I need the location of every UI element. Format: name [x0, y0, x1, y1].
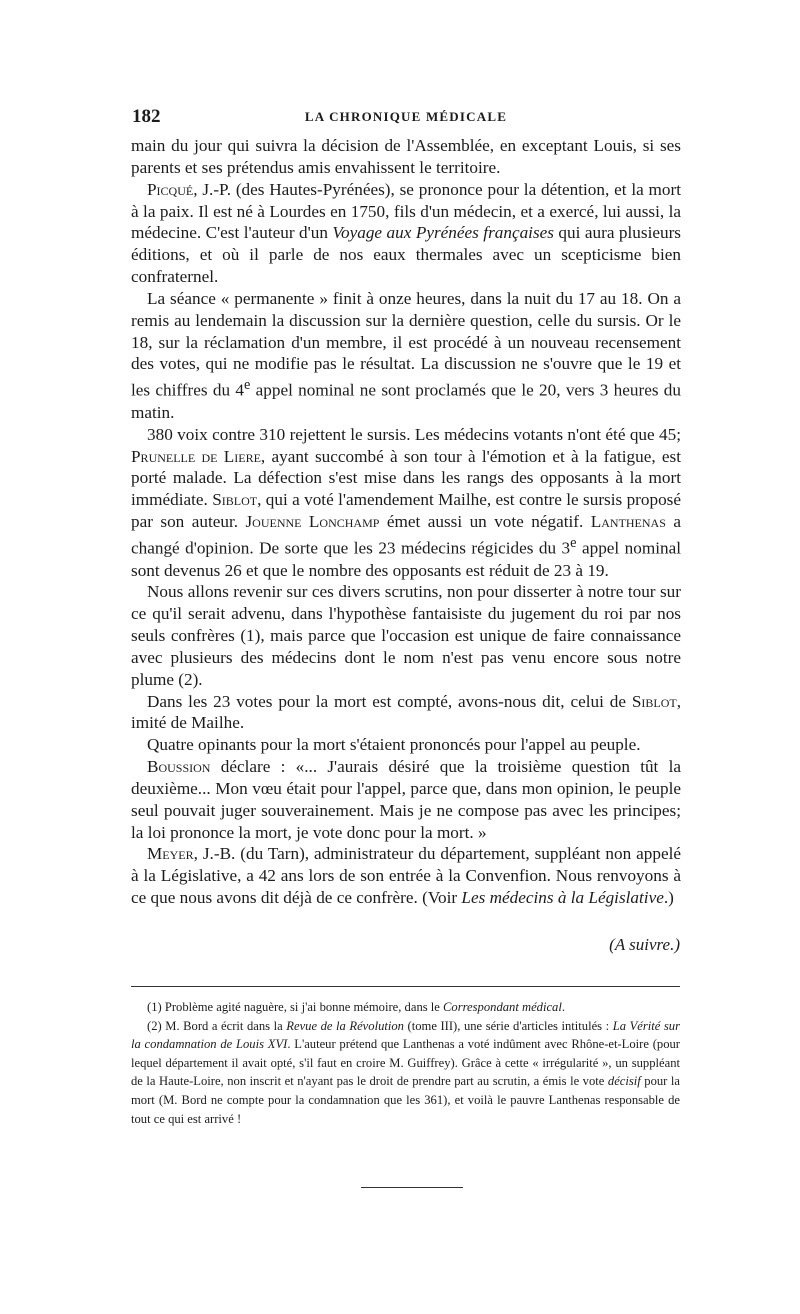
paragraph-text: , ayant succombé à son tour à l'émotion et à la fatigue, est porté malade. La défection s'est mise dans les rangs des opposants à la mort immédiate. — [131, 446, 681, 510]
paragraph-text: Dans les 23 votes pour la mort est compté, avons-nous dit, celui de — [147, 691, 632, 711]
person-name: Prunelle de Liere — [131, 446, 261, 466]
article-title: La Vérité sur la condamnation de Louis XVI — [131, 1018, 681, 1052]
person-name: Lanthenas — [590, 512, 666, 532]
person-name: Jouenne Lonchamp — [245, 512, 380, 532]
page-header — [132, 106, 680, 130]
paragraph-text: 380 voix contre 310 rejettent le sursis. Les médecins votants n'ont été que 45; — [147, 424, 681, 444]
person-name: Meyer — [147, 844, 194, 864]
end-rule — [361, 1187, 463, 1188]
paragraph-text: qui aura plusieurs éditions, et où il parle de nos eaux thermales avec un scepticisme bien confraternel. — [131, 223, 681, 287]
paragraph-3 — [131, 288, 681, 424]
paragraph-8 — [131, 756, 681, 843]
footnote-text: . L'auteur prétend que Lanthenas a voté indûment avec Rhône-et-Loire (pour lequel département il avait opté, s'il faut en croire M. Guiffrey). Grâce à cette « irrégularité », un suppléant de la Haute-Loire, non inscrit et n'ayant pas le droit de prendre part au scrutin, a émis le vote — [131, 1037, 680, 1089]
paragraph-text: a changé d'opinion. De sorte que les 23 médecins régicides du 3 — [131, 512, 681, 558]
paragraph-text: .) — [663, 888, 674, 908]
paragraph-text: , J.-B. (du Tarn), administrateur du département, suppléant non appelé à la Législative, a 42 ans lors de son entrée à la Convenfion. Nous renvoyons à ce que nous avons dit déjà de ce confrère. (Voir — [131, 844, 681, 908]
paragraph-text: , qui a voté l'amendement Mailhe, est contre le sursis proposé par son auteur. — [131, 490, 682, 532]
superscript: e — [243, 377, 251, 394]
footnote-text: (1) Problème agité naguère, si j'ai bonne mémoire, dans le — [147, 1000, 444, 1014]
person-name: Picqué — [147, 179, 194, 199]
paragraph-6 — [131, 691, 681, 735]
footnote-rule — [131, 986, 680, 987]
footnote-text: (2) M. Bord a écrit dans la — [147, 1018, 287, 1033]
person-name: Siblot — [212, 490, 258, 510]
footnote-2 — [131, 1017, 680, 1129]
paragraph-2 — [131, 179, 681, 288]
journal-title: Revue de la Révolution — [286, 1018, 404, 1033]
to-be-continued: (A suivre.) — [609, 935, 680, 954]
journal-title: Correspondant médical — [443, 1000, 562, 1014]
footnote-text: (tome III), une série d'articles intitulés : — [403, 1018, 613, 1033]
superscript: e — [570, 534, 577, 551]
book-title: Les médecins à la Législative — [461, 888, 664, 908]
paragraph-text: , J.-P. (des Hautes-Pyrénées), se prononce pour la détention, et la mort à la paix. Il est né à Lourdes en 1750, fils d'un médecin, et a exercé, lui aussi, la médecine. C'est l'auteur d'un — [131, 179, 681, 243]
paragraph-text: La séance « permanente » finit à onze heures, dans la nuit du 17 au 18. On a remis au lendemain la discussion sur la dernière question, celle du sursis. Or le 18, sur la réclamation d'un membre, il est procédé à un nouveau recensement des votes, qui ne modifie pas le résultat. La discussion ne s'ouvre que le 19 et les chiffres du 4 — [131, 288, 681, 401]
running-title: LA CHRONIQUE MÉDICALE — [304, 109, 508, 124]
footnotes — [131, 998, 680, 1128]
person-name: Siblot — [631, 691, 677, 711]
footnote-text: . — [561, 1000, 566, 1014]
main-text — [131, 135, 681, 909]
paragraph-1: main du jour qui suivra la décision de l'Assemblée, en exceptant Louis, si ses parents et ses prétendus amis envahissent le territoire. — [131, 136, 681, 177]
footnote-text: pour la mort (M. Bord ne compte pour la condamnation que les 361), et voilà le pauvre Lanthenas responsable de tout ce qui est arrivé ! — [131, 1074, 680, 1126]
paragraph-5: Nous allons revenir sur ces divers scrutins, non pour disserter à notre tour sur ce qu'il serait advenu, dans l'hypothèse fantaisiste du jugement du roi par nos seuls confrères (1), mais parce que l'occasion est unique de faire connaissance avec plusieurs des médecins dont le nom n'est pas venu encore sous notre plume (2). — [131, 582, 681, 689]
footnote-1 — [131, 998, 680, 1017]
book-title: Voyage aux Pyrénées françaises — [332, 223, 554, 243]
paragraph-7: Quatre opinants pour la mort s'étaient prononcés pour l'appel au peuple. — [147, 735, 641, 755]
paragraph-text: appel nominal ne sont proclamés que le 20, vers 3 heures du matin. — [131, 381, 681, 422]
paragraph-text: , imité de Mailhe. — [131, 691, 681, 733]
paragraph-text: appel nominal sont devenus 26 et que le nombre des opposants est réduit de 23 à 19. — [131, 538, 681, 580]
page-number: 182 — [132, 106, 161, 127]
paragraph-text: déclare : «... J'aurais désiré que la troisième question tût la deuxième... Mon vœu était pour l'appel, parce que, dans mon opinion, le peuple seul pouvait juger souverainement. Mais je ne compose pas avec les principes; la loi prononce la mort, je vote donc pour la mort. » — [131, 757, 681, 842]
paragraph-4 — [131, 424, 681, 582]
paragraph-9 — [131, 843, 681, 909]
emphasis: décisif — [607, 1074, 641, 1089]
paragraph-text: émet aussi un vote négatif. — [379, 512, 591, 532]
person-name: Boussion — [147, 757, 211, 777]
